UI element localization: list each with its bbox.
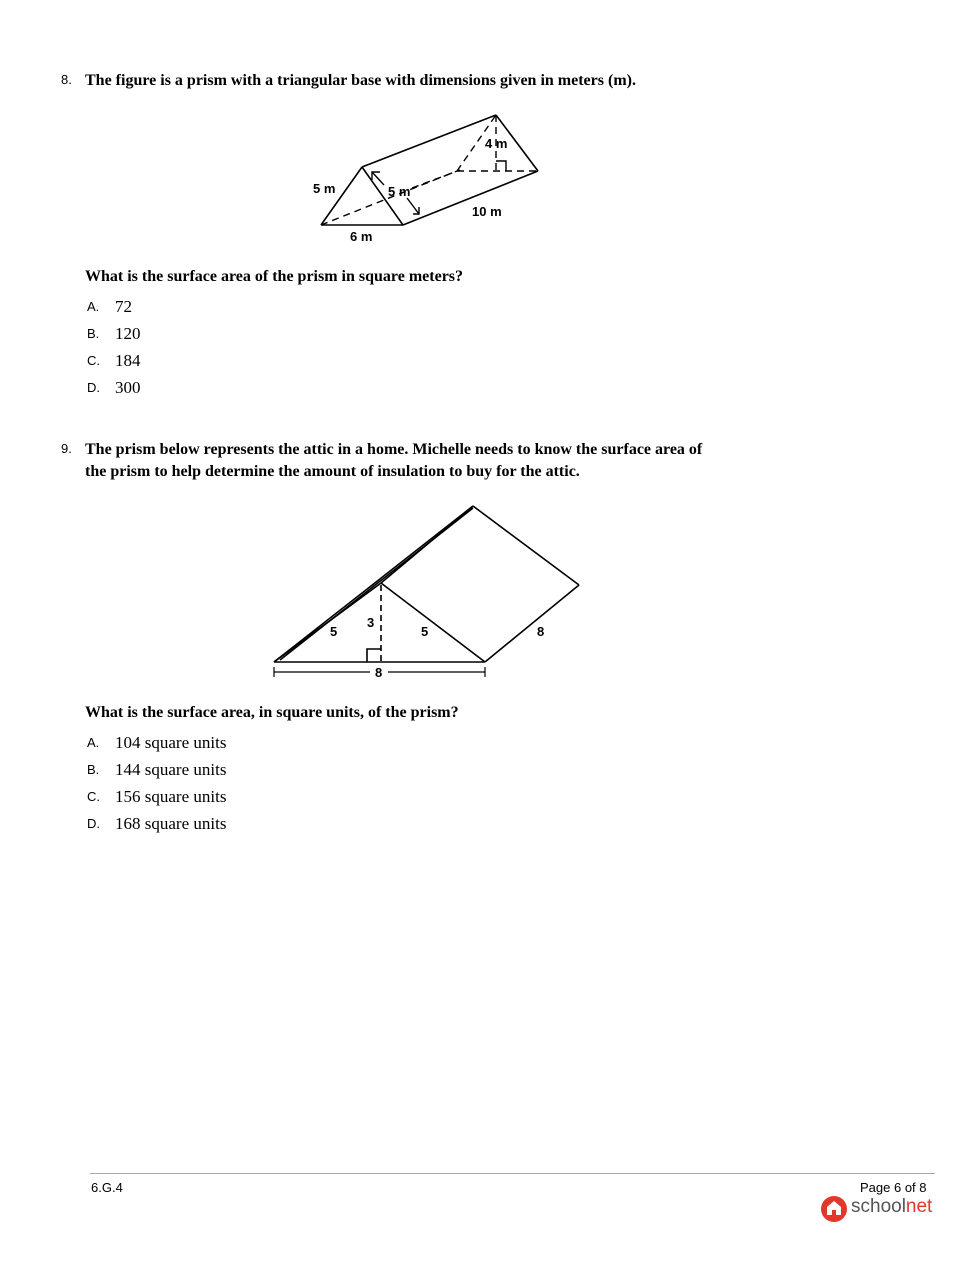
prism9-label-right-side: 5 bbox=[421, 624, 429, 639]
prism8-label-length: 10 m bbox=[472, 204, 502, 219]
footer-page-number: Page 6 of 8 bbox=[860, 1180, 927, 1195]
question-9-number: 9. bbox=[61, 441, 72, 456]
prism9-bottom-right-edge bbox=[485, 585, 579, 662]
prism9-label-left-side: 5 bbox=[330, 624, 338, 639]
prism8-label-slant: 5 m bbox=[313, 181, 336, 196]
q9-option-b-letter: B. bbox=[87, 762, 100, 777]
q8-option-c-letter: C. bbox=[87, 353, 100, 368]
q9-option-a[interactable]: 104 square units bbox=[115, 733, 227, 752]
prism8-ridge-edge bbox=[362, 115, 496, 167]
q8-option-c[interactable]: 184 bbox=[115, 351, 141, 370]
prism8-label-inner: 5 m bbox=[388, 184, 411, 199]
prism9-front-right-edge bbox=[381, 583, 485, 662]
question-9-prompt-line1: The prism below represents the attic in a home. Michelle needs to know the surface area of bbox=[85, 441, 703, 458]
prism9-back-right-edge bbox=[473, 506, 579, 585]
prism8-right-angle-mark bbox=[496, 161, 506, 171]
logo-text-net: net bbox=[905, 1196, 933, 1217]
prism8-front-left-edge bbox=[321, 167, 362, 225]
prism9-label-height: 3 bbox=[367, 615, 375, 630]
prism8-arrow-down-line bbox=[407, 198, 419, 214]
question-8-question: What is the surface area of the prism in square meters? bbox=[85, 268, 464, 285]
question-8-prism-figure bbox=[0, 100, 979, 360]
prism9-left-slope-edge bbox=[274, 506, 473, 662]
prism8-label-height: 4 m bbox=[485, 136, 508, 151]
question-8-number: 8. bbox=[61, 72, 72, 87]
q9-option-c-letter: C. bbox=[87, 789, 100, 804]
prism8-hidden-inner bbox=[412, 170, 460, 188]
q9-option-b[interactable]: 144 square units bbox=[115, 760, 227, 779]
prism9-right-angle-mark bbox=[367, 649, 381, 662]
question-9-question: What is the surface area, in square units, of the prism? bbox=[85, 704, 459, 721]
q8-option-d[interactable]: 300 bbox=[115, 378, 141, 397]
q8-option-a[interactable]: 72 bbox=[115, 297, 132, 316]
prism8-label-base: 6 m bbox=[350, 229, 373, 244]
q9-option-d[interactable]: 168 square units bbox=[115, 814, 227, 833]
schoolnet-logo-icon bbox=[820, 1195, 848, 1223]
prism9-label-base: 8 bbox=[375, 665, 383, 680]
prism8-bottom-right-edge bbox=[403, 171, 538, 225]
footer-divider bbox=[90, 1173, 935, 1174]
q8-option-a-letter: A. bbox=[87, 299, 100, 314]
q9-option-c[interactable]: 156 square units bbox=[115, 787, 227, 806]
prism9-ridge-edge bbox=[381, 506, 473, 583]
prism9-label-depth: 8 bbox=[537, 624, 545, 639]
q8-option-d-letter: D. bbox=[87, 380, 100, 395]
q8-option-b[interactable]: 120 bbox=[115, 324, 141, 343]
logo-text-school: school bbox=[851, 1196, 906, 1217]
q9-option-a-letter: A. bbox=[87, 735, 100, 750]
q8-option-b-letter: B. bbox=[87, 326, 100, 341]
footer-standard: 6.G.4 bbox=[91, 1180, 123, 1195]
question-9-attic-prism-figure bbox=[0, 495, 979, 695]
schoolnet-logo-text bbox=[851, 1196, 932, 1218]
question-8-prompt: The figure is a prism with a triangular base with dimensions given in meters (m). bbox=[85, 72, 636, 89]
q9-option-d-letter: D. bbox=[87, 816, 100, 831]
question-9-prompt-line2: the prism to help determine the amount of insulation to buy for the attic. bbox=[85, 463, 580, 480]
